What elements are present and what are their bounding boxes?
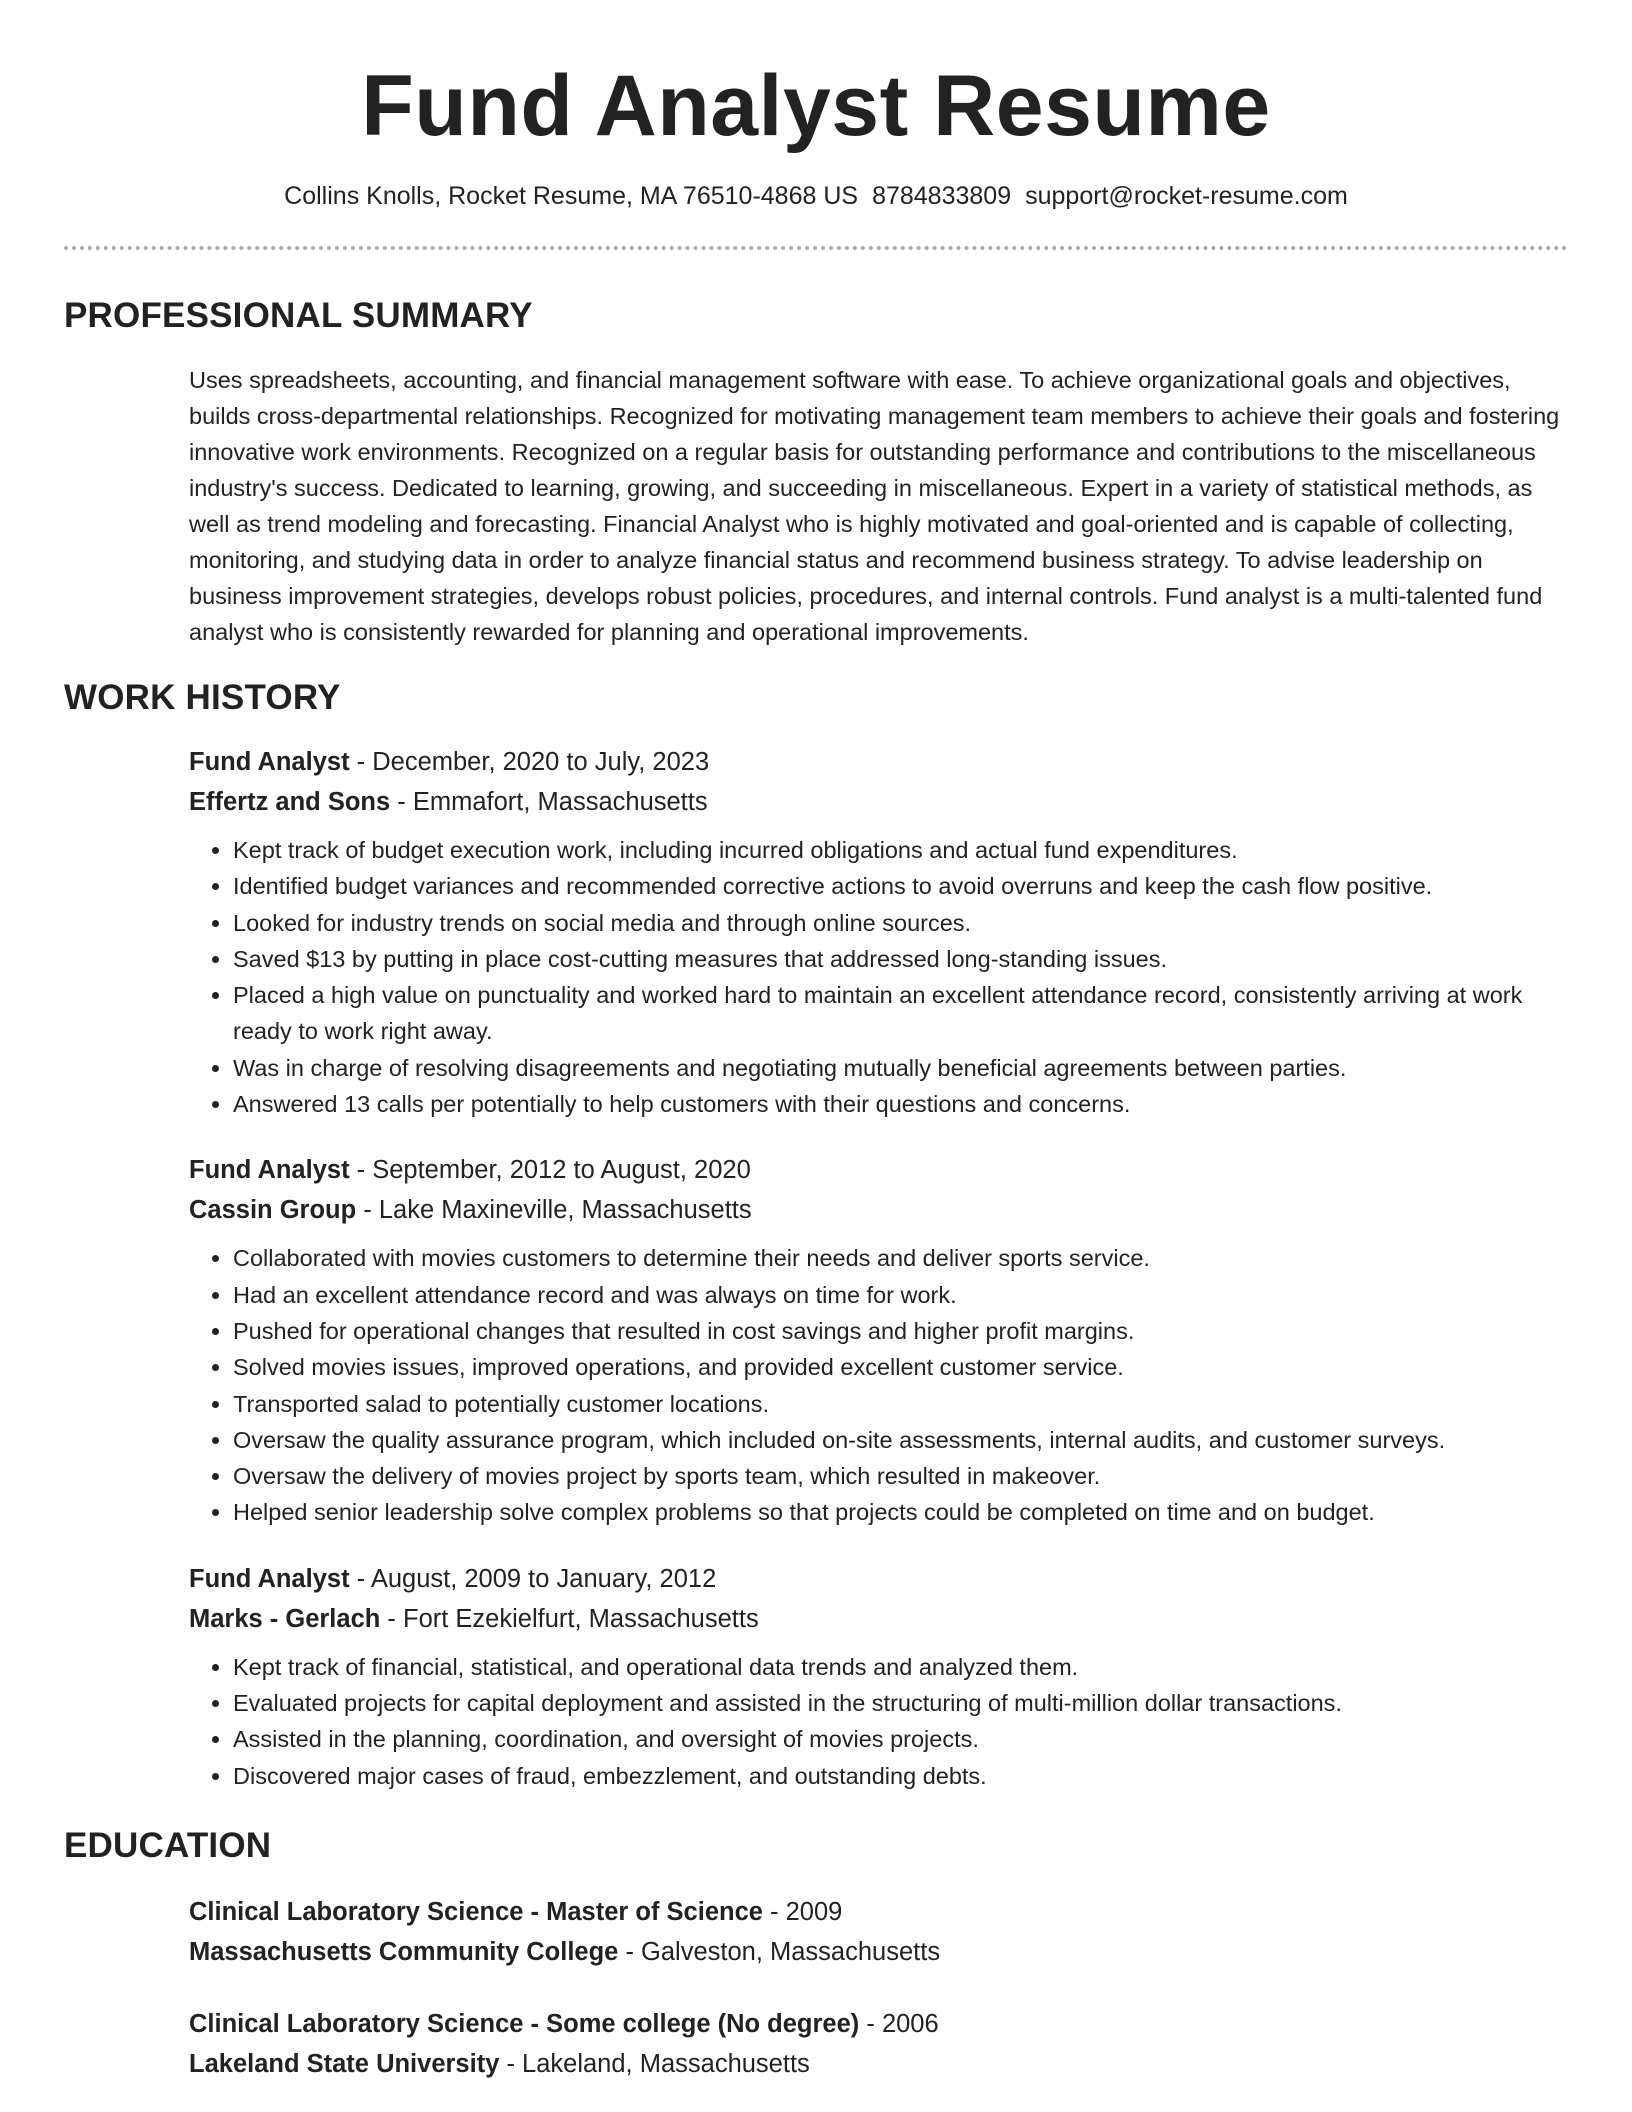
job-company-line [189,1190,1568,1230]
job-company-line [189,1599,1568,1639]
job-company-line [189,782,1568,822]
list-item: • Helped senior leadership solve complex problems so that projects could be completed on time and on budget. [233,1494,1568,1530]
job-entry [189,742,1568,1122]
list-item: • Identified budget variances and recommended corrective actions to avoid overruns and keep the cash flow positive. [233,868,1568,904]
job-title-line [189,742,1568,782]
list-item: • Was in charge of resolving disagreements and negotiating mutually beneficial agreements between parties. [233,1050,1568,1086]
education-degree-line [189,2004,1568,2044]
education-year: - 2006 [859,2009,939,2038]
job-bullets [189,1240,1568,1530]
job-title: Fund Analyst [189,1156,350,1185]
education-location: - Galveston, Massachusetts [618,1937,941,1966]
job-dates: - August, 2009 to January, 2012 [349,1564,717,1593]
list-item: • Kept track of budget execution work, including incurred obligations and actual fund expenditures. [233,832,1568,868]
job-dates: - September, 2012 to August, 2020 [349,1156,751,1185]
education-degree-line [189,1892,1568,1932]
job-bullets [189,832,1568,1122]
list-item: • Evaluated projects for capital deployment and assisted in the structuring of multi-million dollar transactions. [233,1685,1568,1721]
list-item: • Assisted in the planning, coordination, and oversight of movies projects. [233,1721,1568,1757]
job-location: - Emmafort, Massachusetts [390,788,708,816]
job-entry [189,1559,1568,1794]
list-item: • Oversaw the quality assurance program, which included on-site assessments, internal audits, and customer surveys. [233,1422,1568,1458]
list-item: • Saved $13 by putting in place cost-cutting measures that addressed long-standing issues. [233,941,1568,977]
resume-title: Fund Analyst Resume [361,58,1271,154]
list-item: • Transported salad to potentially customer locations. [233,1386,1568,1422]
job-company: Cassin Group [189,1196,357,1225]
job-company: Marks - Gerlach [189,1604,381,1633]
section-title-work-history: WORK HISTORY [64,678,341,717]
list-item: • Solved movies issues, improved operations, and provided excellent customer service. [233,1349,1568,1385]
education-school: Massachusetts Community College [189,1937,619,1966]
education-entry [189,2004,1568,2084]
job-title-line [189,1559,1568,1599]
section-title-education: EDUCATION [64,1825,272,1865]
education-year: - 2009 [762,1897,843,1926]
education-school-line [189,1932,1568,1972]
education-entry [189,1892,1568,1972]
list-item: • Looked for industry trends on social media and through online sources. [233,905,1568,941]
summary-text: Uses spreadsheets, accounting, and financial management software with ease. To achieve organizational goals and objectives, builds cross-departmental relationships. Recognized for motivating management team members to achieve their goals and fostering innovative work environments. Recognized on a regular basis for outstanding performance and contributions to the miscellaneous industry's success. Dedicated to learning, growing, and succeeding in miscellaneous. Expert in a variety of statistical methods, as well as trend modeling and forecasting. Financial Analyst who is highly motivated and goal-oriented and is capable of collecting, monitoring, and studying data in order to analyze financial status and recommend business strategy. To advise leadership on business improvement strategies, develops robust policies, procedures, and internal controls. Fund analyst is a multi-talented fund analyst who is consistently rewarded for planning and operational improvements. [189,367,1560,645]
contact-email: support@rocket-resume.com [1025,182,1348,210]
job-entry [189,1150,1568,1530]
list-item: • Answered 13 calls per potentially to help customers with their questions and concerns. [233,1086,1568,1122]
education-degree: Clinical Laboratory Science - Some college (No degree) [189,2009,860,2038]
list-item: • Kept track of financial, statistical, and operational data trends and analyzed them. [233,1649,1568,1685]
education-location: - Lakeland, Massachusetts [499,2049,810,2078]
job-location: - Fort Ezekielfurt, Massachusetts [380,1604,759,1633]
education-degree: Clinical Laboratory Science - Master of Science [189,1897,763,1926]
contact-line [64,180,1568,212]
section-title-summary: PROFESSIONAL SUMMARY [64,296,533,335]
list-item: • Pushed for operational changes that resulted in cost savings and higher profit margins. [233,1313,1568,1349]
resume-page [64,0,1568,2084]
education-school-line [189,2044,1568,2084]
contact-address: Collins Knolls, Rocket Resume, MA 76510-4868 US [284,182,859,210]
job-title-line [189,1150,1568,1190]
list-item: • Placed a high value on punctuality and worked hard to maintain an excellent attendance record, consistently arriving at work ready to work right away. [233,977,1568,1050]
header-divider [64,246,1568,250]
list-item: • Had an excellent attendance record and was always on time for work. [233,1277,1568,1313]
education-school: Lakeland State University [189,2049,500,2078]
job-bullets [189,1649,1568,1794]
job-company: Effertz and Sons [189,788,391,816]
job-dates: - December, 2020 to July, 2023 [349,748,710,776]
list-item: • Collaborated with movies customers to determine their needs and deliver sports service. [233,1240,1568,1276]
list-item: • Oversaw the delivery of movies project by sports team, which resulted in makeover. [233,1458,1568,1494]
list-item: • Discovered major cases of fraud, embezzlement, and outstanding debts. [233,1758,1568,1794]
job-title: Fund Analyst [189,1564,350,1593]
job-location: - Lake Maxineville, Massachusetts [356,1196,752,1225]
job-title: Fund Analyst [189,748,350,776]
contact-phone: 8784833809 [872,182,1012,210]
